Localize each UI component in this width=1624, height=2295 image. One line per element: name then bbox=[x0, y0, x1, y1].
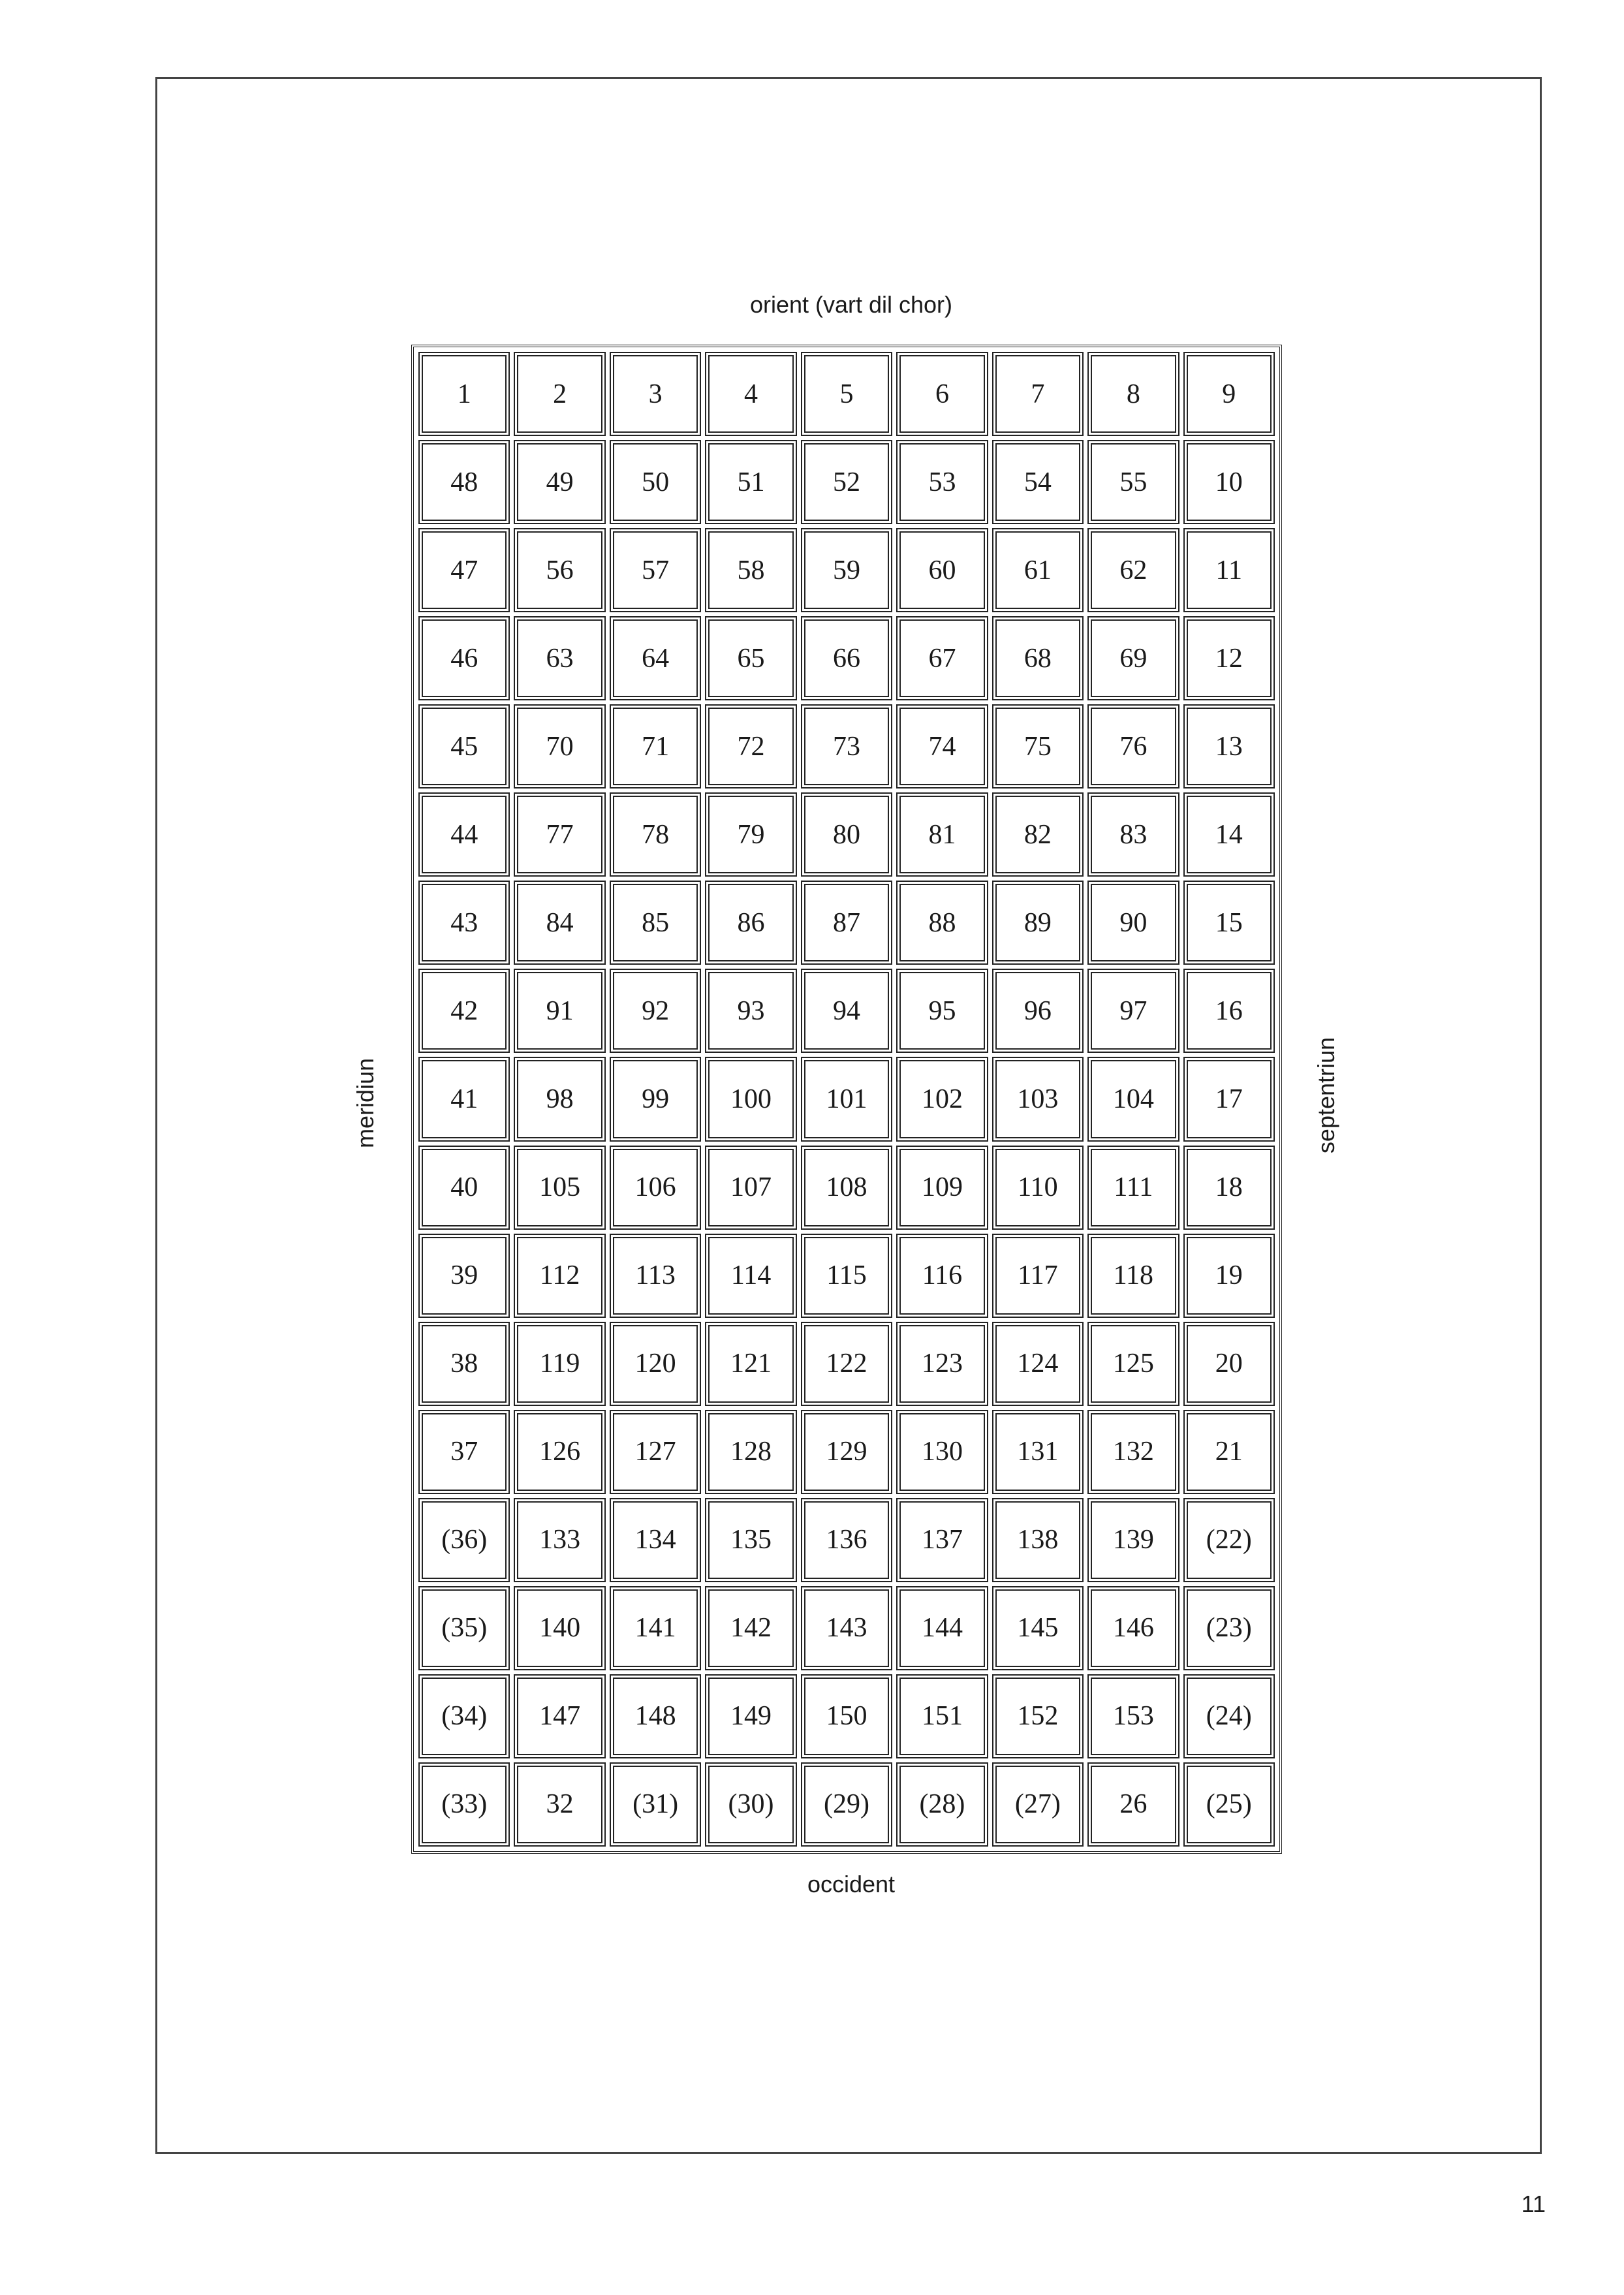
grid-cell: 119 bbox=[514, 1322, 605, 1406]
grid-cell: 77 bbox=[514, 792, 605, 877]
grid-cell: 57 bbox=[610, 528, 701, 612]
grid-cell: 131 bbox=[992, 1410, 1084, 1494]
grid-cell: 143 bbox=[801, 1586, 892, 1670]
grid-cell: 54 bbox=[992, 440, 1084, 524]
grid-cell: 52 bbox=[801, 440, 892, 524]
grid-cell: 137 bbox=[896, 1498, 988, 1582]
grid-cell: 19 bbox=[1183, 1234, 1275, 1318]
grid-cell: 61 bbox=[992, 528, 1084, 612]
grid-cell: 86 bbox=[705, 881, 796, 965]
grid-cell: 107 bbox=[705, 1146, 796, 1230]
grid-cell: 74 bbox=[896, 704, 988, 788]
grid-cell: 147 bbox=[514, 1674, 605, 1758]
grid-cell: 68 bbox=[992, 616, 1084, 700]
grid-cell: 105 bbox=[514, 1146, 605, 1230]
grid-cell: 4 bbox=[705, 352, 796, 436]
grid-cell: 145 bbox=[992, 1586, 1084, 1670]
grid-cell: 102 bbox=[896, 1057, 988, 1141]
grid-cell: 5 bbox=[801, 352, 892, 436]
grid-cell: 109 bbox=[896, 1146, 988, 1230]
grid-cell: 94 bbox=[801, 969, 892, 1053]
grid-cell: 87 bbox=[801, 881, 892, 965]
grid-cell: 121 bbox=[705, 1322, 796, 1406]
grid-cell: 10 bbox=[1183, 440, 1275, 524]
grid-cell: 3 bbox=[610, 352, 701, 436]
grid-cell: 98 bbox=[514, 1057, 605, 1141]
grid-cell: 9 bbox=[1183, 352, 1275, 436]
grid-cell: (36) bbox=[418, 1498, 510, 1582]
grid-cell: (29) bbox=[801, 1762, 892, 1847]
grid-cell: 90 bbox=[1087, 881, 1179, 965]
grid-cell: 45 bbox=[418, 704, 510, 788]
grid-cell: 139 bbox=[1087, 1498, 1179, 1582]
grid-cell: 26 bbox=[1087, 1762, 1179, 1847]
grid-cell: 135 bbox=[705, 1498, 796, 1582]
grid-cell: 71 bbox=[610, 704, 701, 788]
grid-cell: 117 bbox=[992, 1234, 1084, 1318]
grid-cell: 18 bbox=[1183, 1146, 1275, 1230]
grid-cell: 152 bbox=[992, 1674, 1084, 1758]
grid-cell: 88 bbox=[896, 881, 988, 965]
grid-cell: 129 bbox=[801, 1410, 892, 1494]
grid-cell: (35) bbox=[418, 1586, 510, 1670]
grid-cell: 130 bbox=[896, 1410, 988, 1494]
grid-cell: 1 bbox=[418, 352, 510, 436]
grid-cell: 7 bbox=[992, 352, 1084, 436]
grid-cell: 100 bbox=[705, 1057, 796, 1141]
grid-cell: 150 bbox=[801, 1674, 892, 1758]
grid-cell: 67 bbox=[896, 616, 988, 700]
grid-cell: 70 bbox=[514, 704, 605, 788]
grid-cell: 60 bbox=[896, 528, 988, 612]
grid-cell: 85 bbox=[610, 881, 701, 965]
grid-cell: 84 bbox=[514, 881, 605, 965]
grid-cell: 40 bbox=[418, 1146, 510, 1230]
grid-cell: 106 bbox=[610, 1146, 701, 1230]
grid-cell: 101 bbox=[801, 1057, 892, 1141]
grid-cell: 62 bbox=[1087, 528, 1179, 612]
grid-cell: 93 bbox=[705, 969, 796, 1053]
grid-cell: 64 bbox=[610, 616, 701, 700]
grid-cell: (31) bbox=[610, 1762, 701, 1847]
grid-cell: 21 bbox=[1183, 1410, 1275, 1494]
grid-cell: 49 bbox=[514, 440, 605, 524]
grid-cell: (30) bbox=[705, 1762, 796, 1847]
grid-cell: 149 bbox=[705, 1674, 796, 1758]
grid-cell: 95 bbox=[896, 969, 988, 1053]
grid-cell: 56 bbox=[514, 528, 605, 612]
grid-cell: 122 bbox=[801, 1322, 892, 1406]
grid-cell: 133 bbox=[514, 1498, 605, 1582]
grid-cell: 151 bbox=[896, 1674, 988, 1758]
grid-cell: 134 bbox=[610, 1498, 701, 1582]
grid-cell: 82 bbox=[992, 792, 1084, 877]
grid-cell: 58 bbox=[705, 528, 796, 612]
grid-cell: 39 bbox=[418, 1234, 510, 1318]
grid-cell: 80 bbox=[801, 792, 892, 877]
grid-cell: 2 bbox=[514, 352, 605, 436]
grid-cell: 20 bbox=[1183, 1322, 1275, 1406]
grid-cell: 89 bbox=[992, 881, 1084, 965]
grid-cell: 127 bbox=[610, 1410, 701, 1494]
grid-cell: 66 bbox=[801, 616, 892, 700]
grid-cell: 103 bbox=[992, 1057, 1084, 1141]
grid-cell: 69 bbox=[1087, 616, 1179, 700]
grid-cell: 125 bbox=[1087, 1322, 1179, 1406]
grid-cell: 42 bbox=[418, 969, 510, 1053]
grid-cell: 116 bbox=[896, 1234, 988, 1318]
grid-cell: 37 bbox=[418, 1410, 510, 1494]
grid-cell: 140 bbox=[514, 1586, 605, 1670]
grid-cell: 15 bbox=[1183, 881, 1275, 965]
grid-cell: 124 bbox=[992, 1322, 1084, 1406]
grid-cell: 72 bbox=[705, 704, 796, 788]
grid-cell: 65 bbox=[705, 616, 796, 700]
grid-cell: 38 bbox=[418, 1322, 510, 1406]
septentriun-label: septentriun bbox=[1313, 1037, 1339, 1154]
grid-cell: 112 bbox=[514, 1234, 605, 1318]
orient-label: orient (vart dil chor) bbox=[749, 291, 953, 318]
grid-cell: 120 bbox=[610, 1322, 701, 1406]
grid-cell: 11 bbox=[1183, 528, 1275, 612]
grid-cell: 51 bbox=[705, 440, 796, 524]
grid-cell: 126 bbox=[514, 1410, 605, 1494]
grid-cell: 115 bbox=[801, 1234, 892, 1318]
grid-cell: 44 bbox=[418, 792, 510, 877]
grid-cell: 13 bbox=[1183, 704, 1275, 788]
grid-cell: 48 bbox=[418, 440, 510, 524]
grid-cell: 141 bbox=[610, 1586, 701, 1670]
grid-cell: (34) bbox=[418, 1674, 510, 1758]
grid-cell: 41 bbox=[418, 1057, 510, 1141]
grid-cell: (25) bbox=[1183, 1762, 1275, 1847]
grid-cell: (23) bbox=[1183, 1586, 1275, 1670]
grid-cell: 75 bbox=[992, 704, 1084, 788]
grid-cell: 110 bbox=[992, 1146, 1084, 1230]
page-number: 11 bbox=[1521, 2191, 1546, 2217]
grid-cell: (33) bbox=[418, 1762, 510, 1847]
grid-cell: 91 bbox=[514, 969, 605, 1053]
grid-cell: 146 bbox=[1087, 1586, 1179, 1670]
grid-cell: 59 bbox=[801, 528, 892, 612]
grid-cell: 138 bbox=[992, 1498, 1084, 1582]
grid-cell: 46 bbox=[418, 616, 510, 700]
grid-cell: 118 bbox=[1087, 1234, 1179, 1318]
grid-cell: 78 bbox=[610, 792, 701, 877]
grid-cell: 12 bbox=[1183, 616, 1275, 700]
grid-cell: 17 bbox=[1183, 1057, 1275, 1141]
grid-cell: (28) bbox=[896, 1762, 988, 1847]
grid-cell: 111 bbox=[1087, 1146, 1179, 1230]
grid-cell: 32 bbox=[514, 1762, 605, 1847]
occident-label: occident bbox=[807, 1871, 896, 1897]
grid-cell: (22) bbox=[1183, 1498, 1275, 1582]
grid-cell: 50 bbox=[610, 440, 701, 524]
grid-cell: 43 bbox=[418, 881, 510, 965]
grid-cell: 47 bbox=[418, 528, 510, 612]
grid-cell: 144 bbox=[896, 1586, 988, 1670]
grid-cell: 132 bbox=[1087, 1410, 1179, 1494]
grid-cell: (27) bbox=[992, 1762, 1084, 1847]
grid-cell: 99 bbox=[610, 1057, 701, 1141]
grid-cell: 104 bbox=[1087, 1057, 1179, 1141]
grid-cell: (24) bbox=[1183, 1674, 1275, 1758]
meridiun-label: meridiun bbox=[352, 1057, 379, 1149]
panel-grid bbox=[411, 345, 1282, 1854]
grid-cell: 128 bbox=[705, 1410, 796, 1494]
grid-cell: 14 bbox=[1183, 792, 1275, 877]
grid-cell: 113 bbox=[610, 1234, 701, 1318]
grid-cell: 97 bbox=[1087, 969, 1179, 1053]
grid-cell: 6 bbox=[896, 352, 988, 436]
grid-cell: 142 bbox=[705, 1586, 796, 1670]
grid-cell: 123 bbox=[896, 1322, 988, 1406]
grid-cell: 53 bbox=[896, 440, 988, 524]
grid-cell: 96 bbox=[992, 969, 1084, 1053]
grid-cell: 76 bbox=[1087, 704, 1179, 788]
grid-cell: 108 bbox=[801, 1146, 892, 1230]
grid-cell: 81 bbox=[896, 792, 988, 877]
grid-cell: 148 bbox=[610, 1674, 701, 1758]
grid-cell: 114 bbox=[705, 1234, 796, 1318]
grid-cell: 8 bbox=[1087, 352, 1179, 436]
grid-cell: 55 bbox=[1087, 440, 1179, 524]
grid-cell: 92 bbox=[610, 969, 701, 1053]
grid-cell: 83 bbox=[1087, 792, 1179, 877]
grid-cell: 79 bbox=[705, 792, 796, 877]
grid-cell: 153 bbox=[1087, 1674, 1179, 1758]
grid-cell: 73 bbox=[801, 704, 892, 788]
grid-cell: 136 bbox=[801, 1498, 892, 1582]
grid-cell: 16 bbox=[1183, 969, 1275, 1053]
grid-cell: 63 bbox=[514, 616, 605, 700]
